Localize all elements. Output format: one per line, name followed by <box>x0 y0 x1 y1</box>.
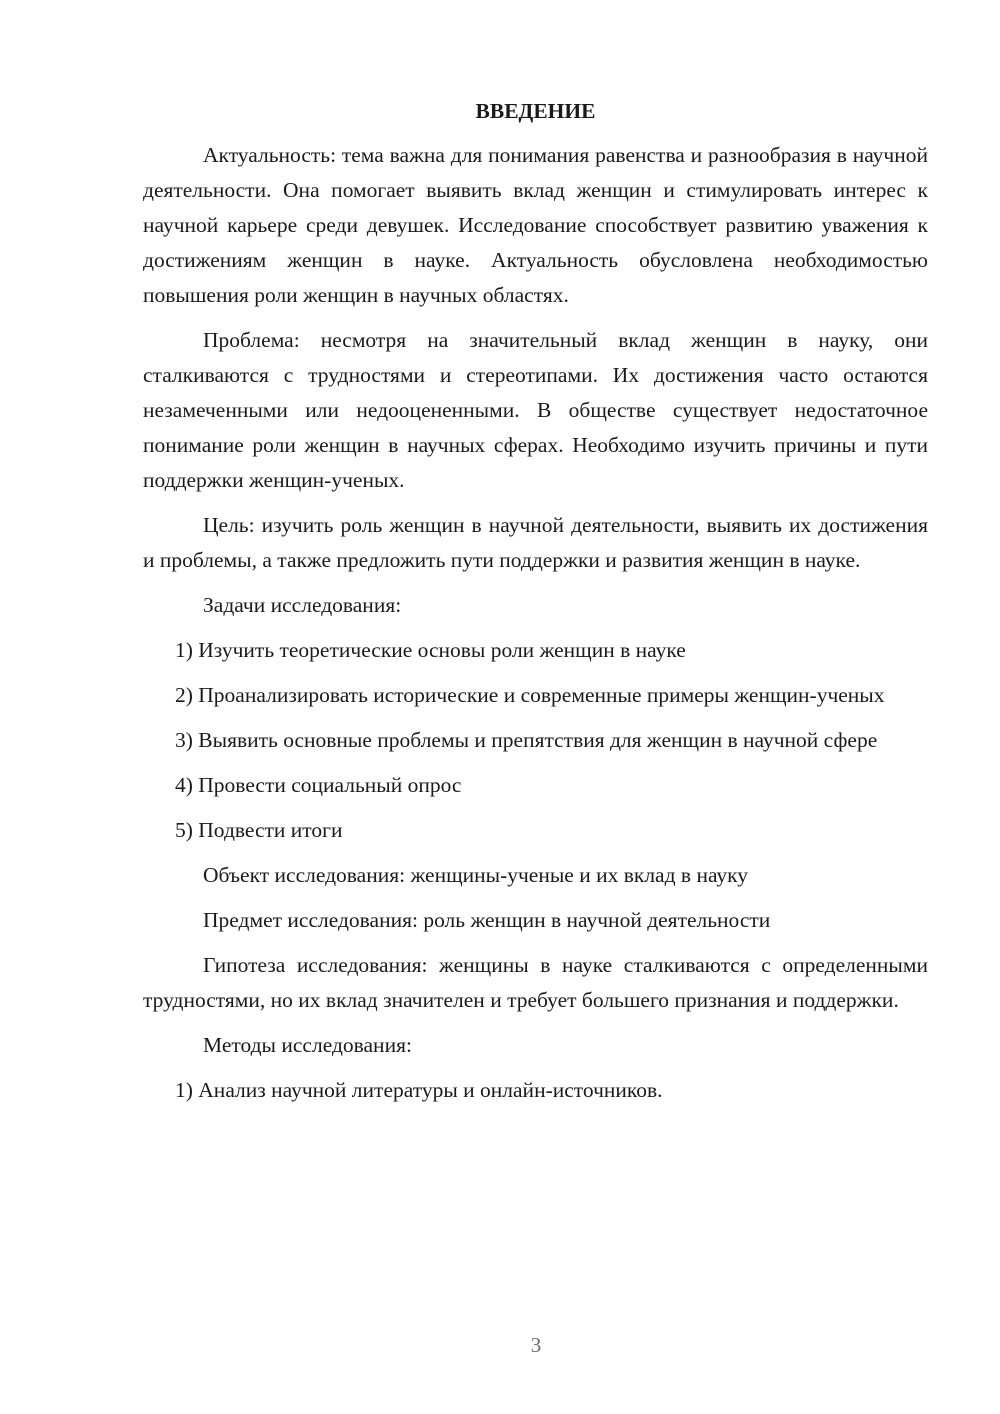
task-item: 2) Проанализировать исторические и современные примеры женщин-ученых <box>175 683 885 707</box>
task-item: 1) Изучить теоретические основы роли женщин в науке <box>175 638 686 662</box>
goal-paragraph: Цель: изучить роль женщин в научной деятельности, выявить их достижения и проблемы, а также предложить пути поддержки и развития женщин в науке. <box>143 513 928 572</box>
research-subject: Предмет исследования: роль женщин в научной деятельности <box>203 908 771 932</box>
methods-heading: Методы исследования: <box>203 1033 412 1057</box>
task-item: 5) Подвести итоги <box>175 818 343 842</box>
method-item: 1) Анализ научной литературы и онлайн-источников. <box>175 1078 663 1102</box>
section-title: ВВЕДЕНИЕ <box>475 99 596 123</box>
page-content <box>143 96 928 1118</box>
problem-paragraph: Проблема: несмотря на значительный вклад женщин в науку, они сталкиваются с трудностями и стереотипами. Их достижения часто остаются незамеченными или недооцененными. В обществе существует недостаточное понимание роли женщин в научных сферах. Необходимо изучить причины и пути поддержки женщин-ученых. <box>143 328 928 492</box>
hypothesis-paragraph: Гипотеза исследования: женщины в науке сталкиваются с определенными трудностями, но их вклад значителен и требует большего признания и поддержки. <box>143 953 928 1012</box>
page-number: 3 <box>530 1333 542 1357</box>
task-item: 4) Провести социальный опрос <box>175 773 462 797</box>
relevance-paragraph: Актуальность: тема важна для понимания равенства и разнообразия в научной деятельности. Она помогает выявить вклад женщин и стимулировать интерес к научной карьере среди девушек. Исследование способствует развитию уважения к достижениям женщин в науке. Актуальность обусловлена необходимостью повышения роли женщин в научных областях. <box>143 143 928 307</box>
tasks-heading: Задачи исследования: <box>203 593 402 617</box>
task-item: 3) Выявить основные проблемы и препятствия для женщин в научной сфере <box>175 728 878 752</box>
research-object: Объект исследования: женщины-ученые и их вклад в науку <box>203 863 749 887</box>
